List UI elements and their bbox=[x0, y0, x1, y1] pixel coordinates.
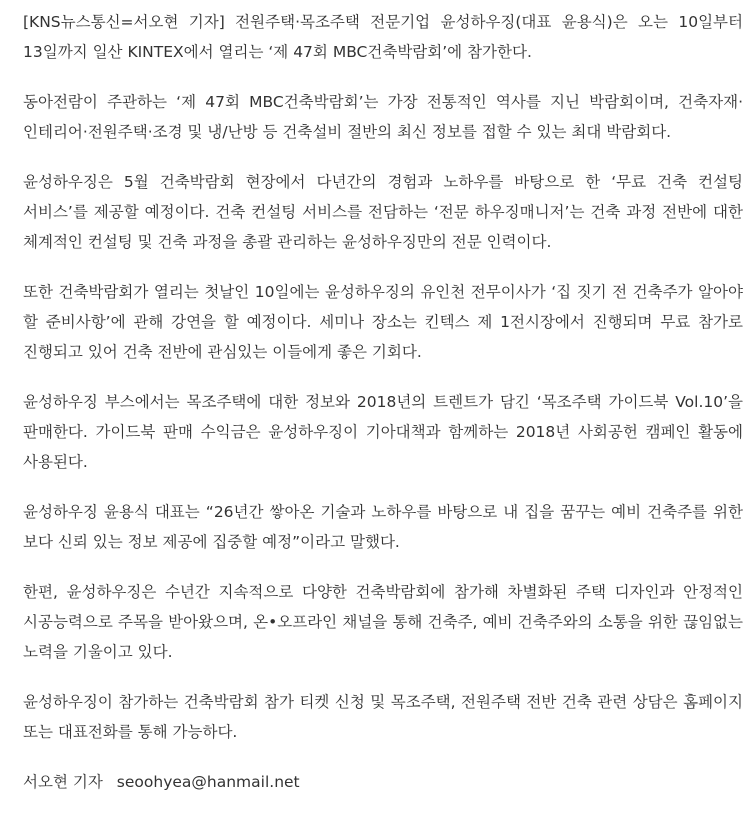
article-paragraph-5: 윤성하우징 부스에서는 목조주택에 대한 정보와 2018년의 트렌트가 담긴 ‘목조주택 가이드북 Vol.10’을 판매한다. 가이드북 판매 수익금은 윤성하우징이 기아대책과 함께하는 2018년 사회공헌 캠페인 활동에 사용된다. bbox=[23, 393, 743, 471]
article-paragraph-4: 또한 건축박람회가 열리는 첫날인 10일에는 윤성하우징의 유인천 전무이사가 ‘집 짓기 전 건축주가 알아야 할 준비사항’에 관해 강연을 할 예정이다. 세미나 장소는 킨텍스 제 1전시장에서 진행되며 무료 참가로 진행되고 있어 건축 전반에 관심있는 이들에게 좋은 기회다. bbox=[23, 283, 743, 361]
article-paragraph-6: 윤성하우징 윤용식 대표는 “26년간 쌓아온 기술과 노하우를 바탕으로 내 집을 꿈꾸는 예비 건축주를 위한 보다 신뢰 있는 정보 제공에 집중할 예정”이라고 말했다. bbox=[23, 503, 743, 551]
byline bbox=[23, 767, 743, 797]
article-paragraph-2: 동아전람이 주관하는 ‘제 47회 MBC건축박람회’는 가장 전통적인 역사를 지닌 박람회이며, 건축자재·인테리어·전원주택·조경 및 냉/난방 등 건축설비 절반의 최신 정보를 접할 수 있는 최대 박람회다. bbox=[23, 93, 743, 141]
byline-author: 서오현 기자 bbox=[23, 773, 103, 791]
article-body bbox=[23, 7, 743, 797]
article-paragraph-8: 윤성하우징이 참가하는 건축박람회 참가 티켓 신청 및 목조주택, 전원주택 전반 건축 관련 상담은 홈페이지 또는 대표전화를 통해 가능하다. bbox=[23, 693, 743, 741]
article-paragraph-3: 윤성하우징은 5월 건축박람회 현장에서 다년간의 경험과 노하우를 바탕으로 한 ‘무료 건축 컨설팅 서비스’를 제공할 예정이다. 건축 컨설팅 서비스를 전담하는 ‘전문 하우징매니저’는 건축 과정 전반에 대한 체계적인 컨설팅 및 건축 과정을 총괄 관리하는 윤성하우징만의 전문 인력이다. bbox=[23, 173, 743, 251]
byline-email[interactable]: seoohyea@hanmail.net bbox=[116, 773, 300, 791]
article-paragraph-7: 한편, 윤성하우징은 수년간 지속적으로 다양한 건축박람회에 참가해 차별화된 주택 디자인과 안정적인 시공능력으로 주목을 받아왔으며, 온•오프라인 채널을 통해 건축주, 예비 건축주와의 소통을 위한 끊임없는 노력을 기울이고 있다. bbox=[23, 583, 743, 661]
article-paragraph-1: [KNS뉴스통신=서오현 기자] 전원주택·목조주택 전문기업 윤성하우징(대표 윤용식)은 오는 10일부터 13일까지 일산 KINTEX에서 열리는 ‘제 47회 MBC건축박람회’에 참가한다. bbox=[23, 13, 743, 61]
